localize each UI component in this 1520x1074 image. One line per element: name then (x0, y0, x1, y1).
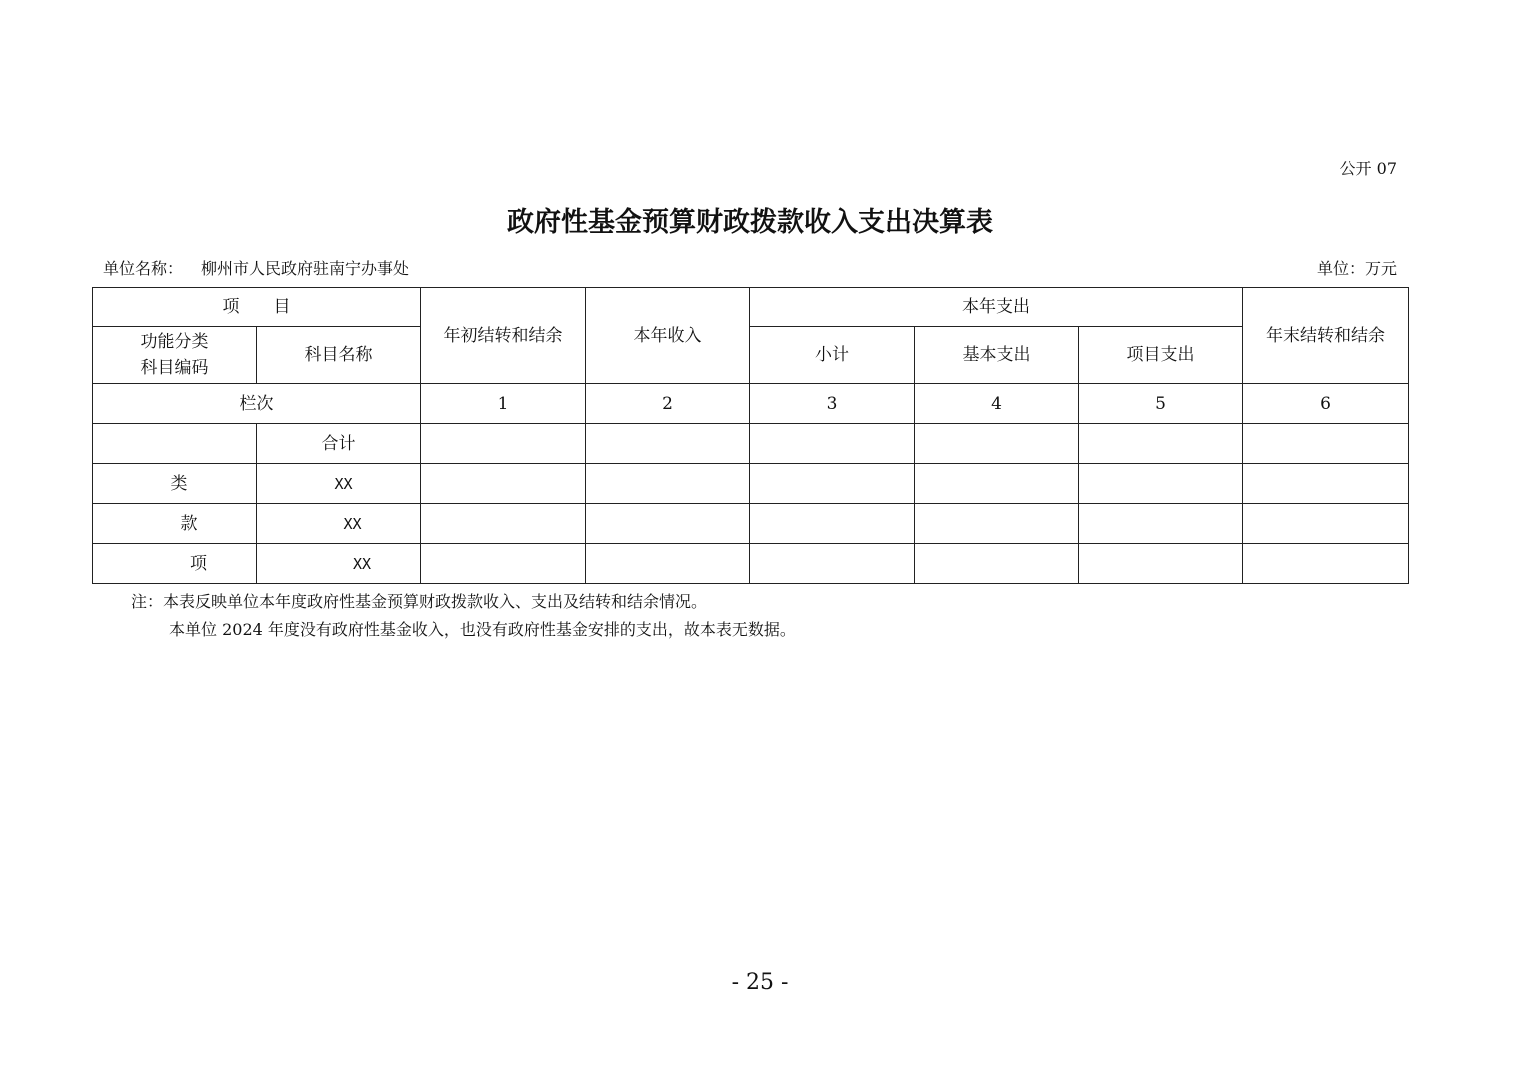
table-cell (1243, 504, 1409, 544)
index-cell: 4 (915, 384, 1079, 424)
note-line-1: 注：本表反映单位本年度政府性基金预算财政拨款收入、支出及结转和结余情况。 (131, 592, 708, 611)
header-subtotal: 小计 (750, 327, 915, 384)
row-level: 款 (93, 504, 257, 544)
table-row (93, 504, 1409, 544)
header-func-code-line1: 功能分类 (140, 332, 209, 352)
row-name: XX (257, 544, 421, 584)
table-cell (586, 504, 750, 544)
header-income: 本年收入 (586, 288, 750, 384)
table-cell (421, 464, 586, 504)
table-note (131, 588, 796, 644)
page-title: 政府性基金预算财政拨款收入支出决算表 (507, 207, 993, 238)
note-line-2: 本单位 2024 年度没有政府性基金收入，也没有政府性基金安排的支出，故本表无数据。 (169, 620, 796, 639)
unit-name: 柳州市人民政府驻南宁办事处 (201, 259, 410, 278)
document-code: 公开 07 (1339, 159, 1397, 178)
table-cell (421, 504, 586, 544)
header-func-code (93, 327, 257, 384)
table-cell (1079, 544, 1243, 584)
header-end-balance: 年末结转和结余 (1243, 288, 1409, 384)
table-row (93, 544, 1409, 584)
index-cell: 5 (1079, 384, 1243, 424)
table-cell (421, 424, 586, 464)
table-row (93, 464, 1409, 504)
table-cell (1243, 544, 1409, 584)
table-cell (586, 464, 750, 504)
table-cell (93, 424, 257, 464)
row-level: 项 (93, 544, 257, 584)
currency-unit: 单位：万元 (1316, 259, 1397, 278)
header-func-code-line2: 科目编码 (140, 358, 209, 378)
table-cell (915, 504, 1079, 544)
table-cell (750, 424, 915, 464)
unit-info (103, 256, 409, 279)
header-expense: 本年支出 (750, 288, 1243, 327)
page-number: - 25 - (731, 970, 789, 995)
row-name: XX (257, 464, 421, 504)
table-cell (915, 544, 1079, 584)
table-cell (586, 544, 750, 584)
unit-label: 单位名称： (103, 259, 184, 278)
index-cell: 6 (1243, 384, 1409, 424)
table-cell (750, 544, 915, 584)
total-label: 合计 (257, 424, 421, 464)
table-cell (750, 464, 915, 504)
table-cell (1243, 424, 1409, 464)
table-cell (421, 544, 586, 584)
table-cell (1243, 464, 1409, 504)
index-row (93, 384, 1409, 424)
budget-table (92, 287, 1409, 584)
table-cell (1079, 504, 1243, 544)
index-cell: 2 (586, 384, 750, 424)
table-cell (586, 424, 750, 464)
header-row-1 (93, 288, 1409, 327)
table-cell (1079, 424, 1243, 464)
header-begin-balance: 年初结转和结余 (421, 288, 586, 384)
table-cell (915, 464, 1079, 504)
header-basic-expense: 基本支出 (915, 327, 1079, 384)
total-row (93, 424, 1409, 464)
header-row-2 (93, 327, 1409, 384)
index-cell: 1 (421, 384, 586, 424)
table-cell (1079, 464, 1243, 504)
header-item: 项 目 (93, 288, 421, 327)
row-level: 类 (93, 464, 257, 504)
row-name: XX (257, 504, 421, 544)
table-cell (750, 504, 915, 544)
table-cell (915, 424, 1079, 464)
index-label: 栏次 (93, 384, 421, 424)
header-project-expense: 项目支出 (1079, 327, 1243, 384)
header-subject-name: 科目名称 (257, 327, 421, 384)
index-cell: 3 (750, 384, 915, 424)
